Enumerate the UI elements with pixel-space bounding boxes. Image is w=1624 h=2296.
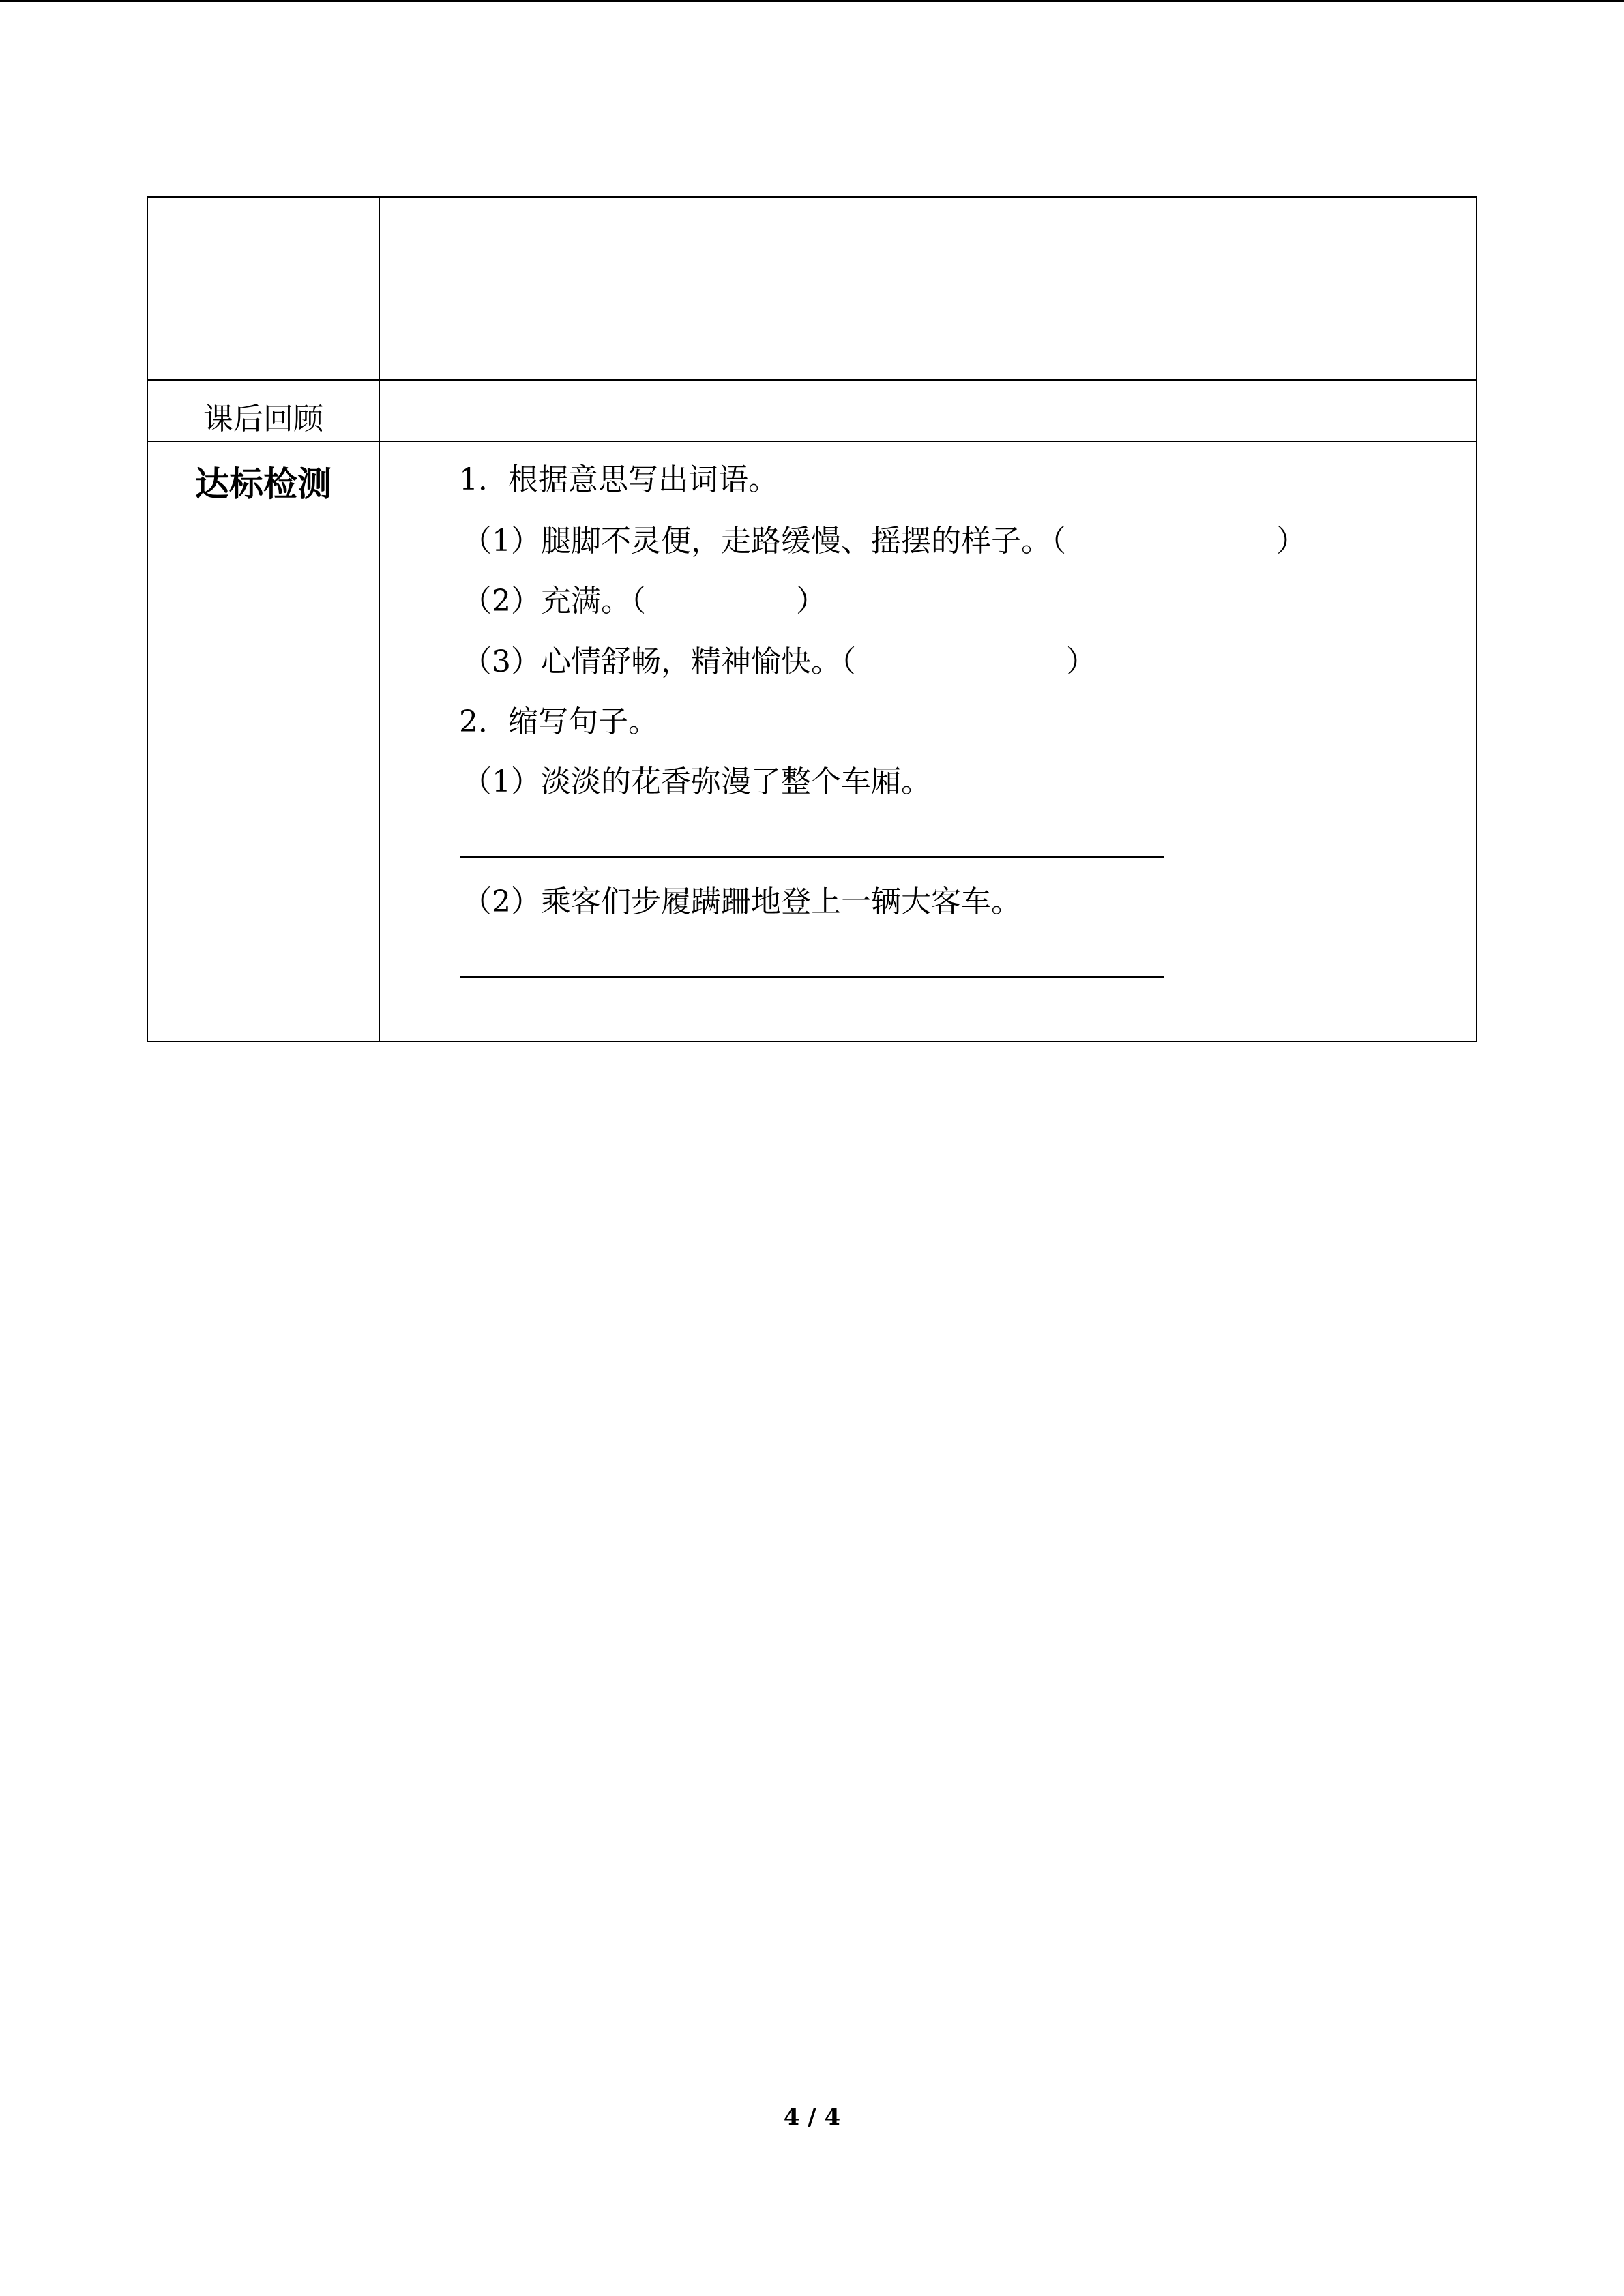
page-number: 4 / 4: [783, 2104, 841, 2131]
question-2-item-2: （2）乘客们步履蹒跚地登上一辆大客车。: [462, 884, 1021, 919]
check-label: 达标检测: [195, 464, 331, 504]
question-2-item-1: （1）淡淡的花香弥漫了整个车厢。: [462, 764, 931, 799]
review-label: 课后回顾: [203, 402, 323, 436]
answer-line-2: [460, 976, 1164, 978]
column-divider: [379, 198, 380, 1041]
question-2-title: 2．缩写句子。: [459, 704, 658, 739]
question-1-item-2: （2）充满。（ ）: [462, 584, 826, 618]
top-border-rule: [0, 0, 1624, 2]
question-1-title: 1．根据意思写出词语。: [459, 462, 778, 497]
question-1-item-1: （1）腿脚不灵便，走路缓慢、摇摆的样子。（ ）: [462, 524, 1306, 558]
question-1-item-3: （3）心情舒畅，精神愉快。（ ）: [462, 644, 1096, 679]
row-divider-2: [148, 441, 1476, 442]
answer-line-1: [460, 856, 1164, 858]
lesson-table: [147, 196, 1477, 1042]
